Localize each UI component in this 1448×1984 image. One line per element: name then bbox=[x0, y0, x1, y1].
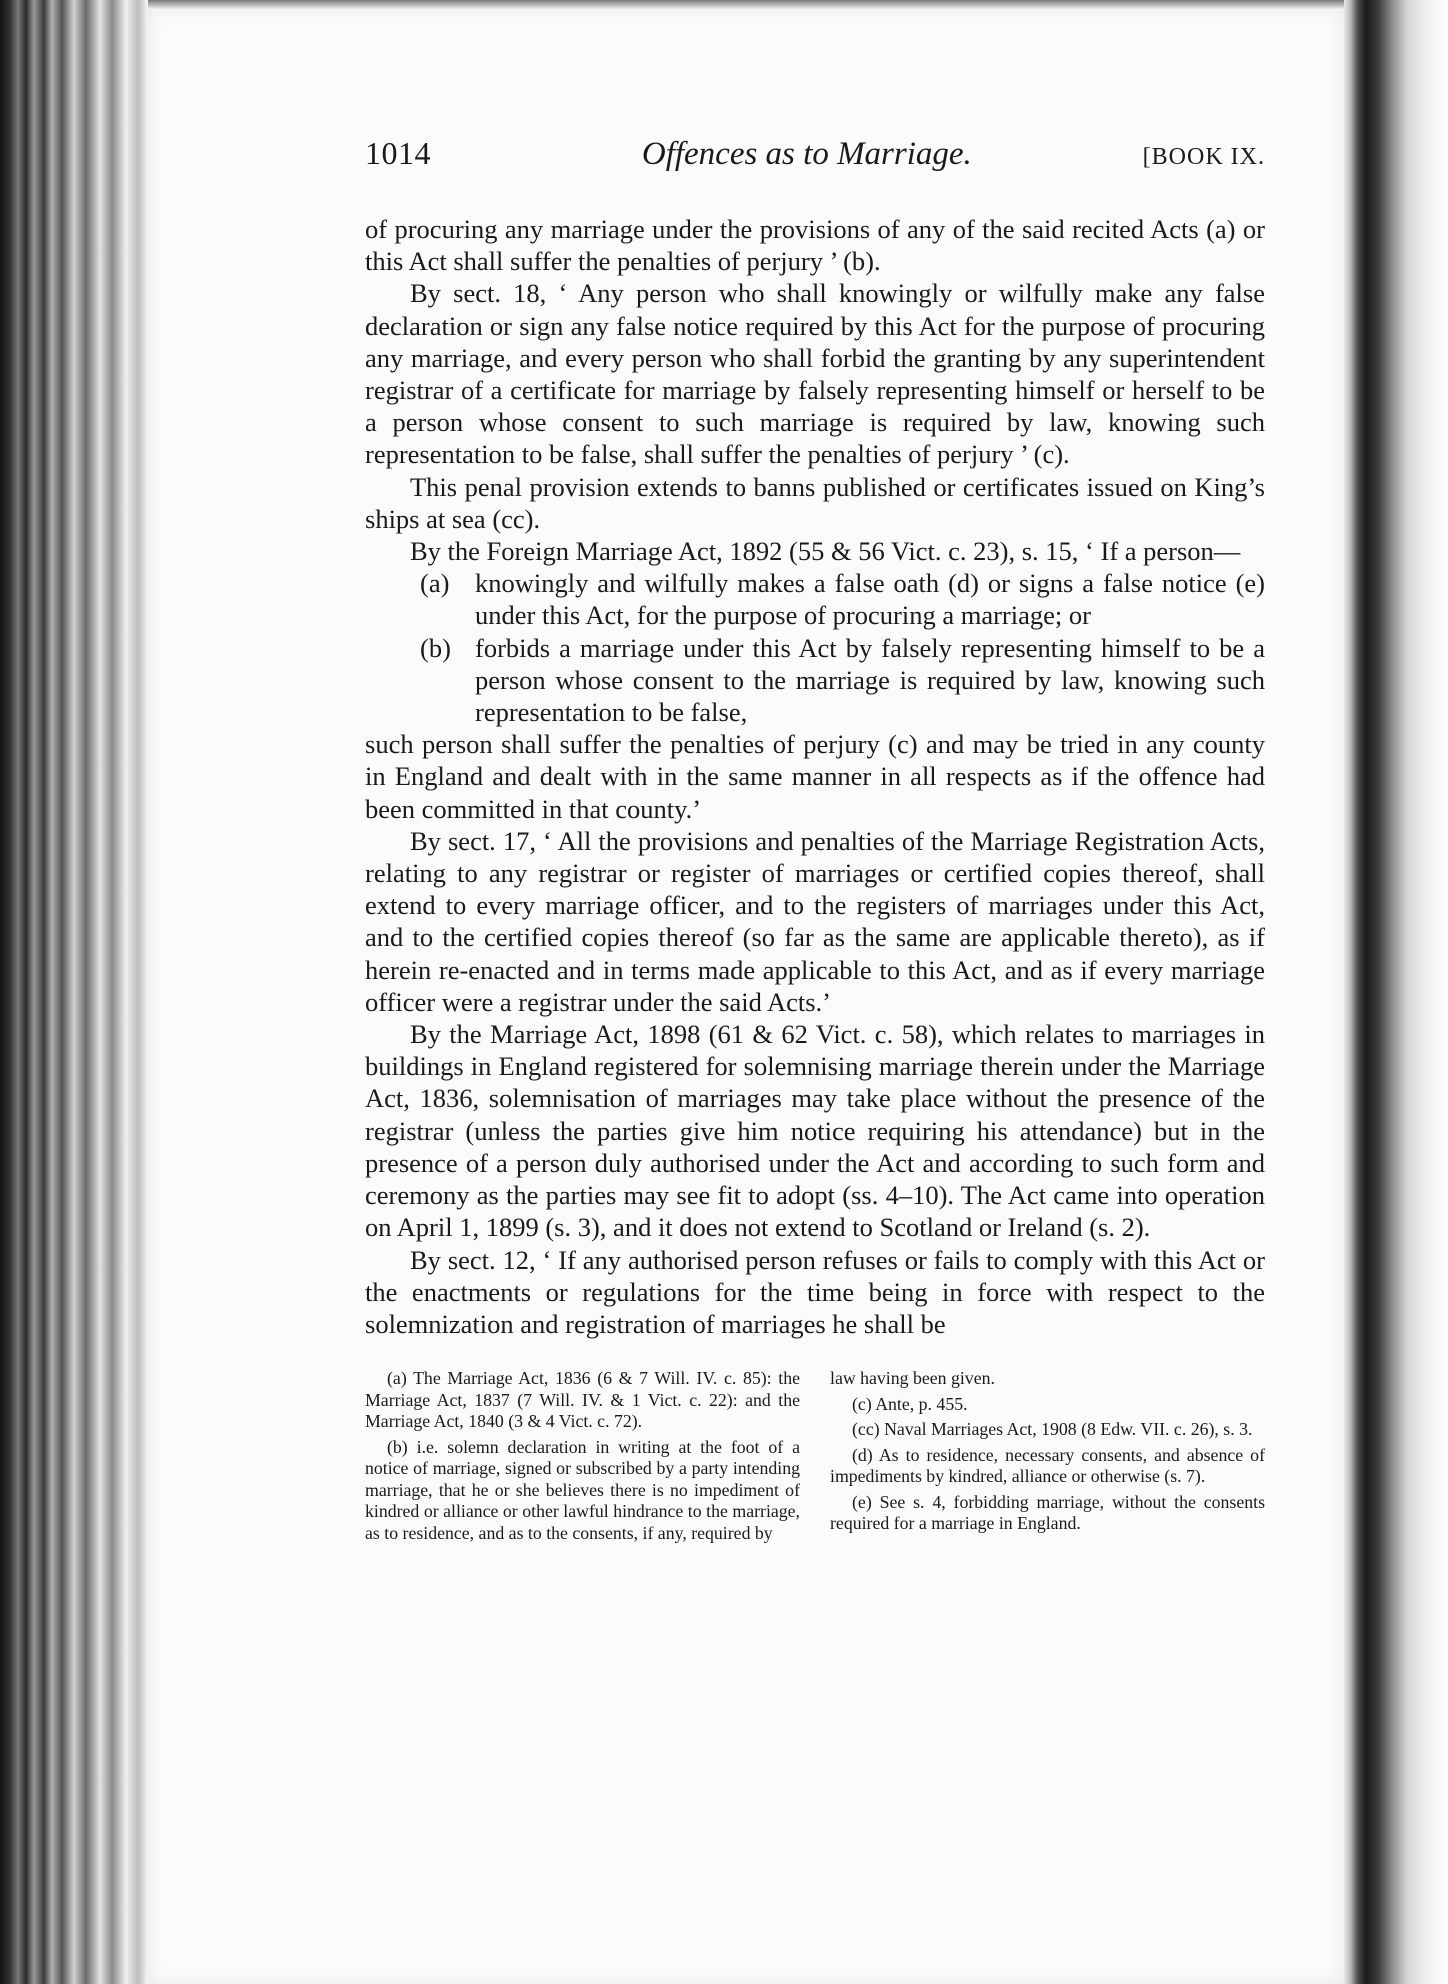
book-spine-left bbox=[0, 0, 148, 1984]
book-label: [BOOK IX. bbox=[1142, 144, 1265, 170]
page-number: 1014 bbox=[365, 135, 431, 171]
paragraph: By sect. 18, ‘ Any person who shall knowingly or wilfully make any false declaration or sign any false notice required by this Act for the purpose of procuring any marriage, and every person who shall forbid the granting by any superintendent registrar of a certificate for marriage by falsely representing himself or herself to be a person whose consent to such marriage is required by law, knowing such representation to be false, shall suffer the penalties of perjury ’ (c). bbox=[365, 278, 1265, 470]
list-item bbox=[365, 632, 1265, 729]
list-item-label: (b) bbox=[420, 632, 451, 663]
footnote-e: (e) See s. 4, forbidding marriage, without the consents required for a marriage in England. bbox=[830, 1491, 1265, 1534]
paragraph: such person shall suffer the penalties of perjury (c) and may be tried in any county in England and dealt with in the same manner in all respects as if the offence had been committed in that county.’ bbox=[365, 729, 1265, 824]
page-top-shadow bbox=[148, 0, 1344, 10]
footnote-d: (d) As to residence, necessary consents, and absence of impediments by kindred, alliance or otherwise (s. 7). bbox=[830, 1444, 1265, 1487]
page-header bbox=[365, 135, 1265, 183]
footnote-cc: (cc) Naval Marriages Act, 1908 (8 Edw. VII. c. 26), s. 3. bbox=[852, 1419, 1253, 1440]
running-title: Offences as to Marriage. bbox=[641, 136, 972, 172]
book-edge-right bbox=[1344, 0, 1448, 1984]
footnotes bbox=[365, 1368, 1265, 1548]
footnotes-left-column bbox=[365, 1368, 800, 1548]
paragraph: of procuring any marriage under the provisions of any of the said recited Acts (a) or this Act shall suffer the penalties of perjury ’ (b). bbox=[365, 214, 1265, 277]
page-content bbox=[365, 135, 1265, 1548]
paragraph: This penal provision extends to banns published or certificates issued on King’s ships at sea (cc). bbox=[365, 471, 1265, 534]
list-item-text: forbids a marriage under this Act by falsely representing himself to be a person whose consent to the marriage is required by law, knowing such representation to be false, bbox=[475, 632, 1265, 728]
paragraph: By sect. 17, ‘ All the provisions and penalties of the Marriage Registration Acts, relating to any registrar or register of marriages or certified copies thereof, shall extend to every marriage officer, and to the registers of marriages under this Act, and to the certified copies thereof (so far as the same are applicable thereto), as if herein re-enacted and in terms made applicable to this Act, and as if every marriage officer were a registrar under the said Acts.’ bbox=[365, 825, 1265, 1017]
footnote-b-continued: law having been given. bbox=[830, 1368, 995, 1389]
list-item-label: (a) bbox=[420, 568, 450, 599]
paragraph: By the Marriage Act, 1898 (61 & 62 Vict. c. 58), which relates to marriages in buildings in England registered for solemnising marriage therein under the Marriage Act, 1836, solemnisation of marriages may take place without the presence of the registrar (unless the parties give him notice requiring his attendance) but in the presence of a person duly authorised under the Act and according to such form and ceremony as the parties may see fit to adopt (ss. 4–10). The Act came into operation on April 1, 1899 (s. 3), and it does not extend to Scotland or Ireland (s. 2). bbox=[365, 1019, 1265, 1243]
list-item-text: knowingly and wilfully makes a false oath (d) or signs a false notice (e) under this Act, for the purpose of procuring a marriage; or bbox=[475, 568, 1265, 631]
footnote-a: (a) The Marriage Act, 1836 (6 & 7 Will. IV. c. 85): the Marriage Act, 1837 (7 Will. IV. & 1 Vict. c. 22): and the Marriage Act, 1840 (3 & 4 Vict. c. 72). bbox=[365, 1368, 800, 1432]
list-item bbox=[365, 567, 1265, 631]
paragraph: By the Foreign Marriage Act, 1892 (55 & 56 Vict. c. 23), s. 15, ‘ If a person— bbox=[410, 536, 1241, 567]
paragraph: By sect. 12, ‘ If any authorised person refuses or fails to comply with this Act or the enactments or regulations for the time being in force with respect to the solemnization and registration of marriages he shall be bbox=[365, 1244, 1265, 1339]
body-text bbox=[365, 213, 1265, 1340]
footnote-c: (c) Ante, p. 455. bbox=[852, 1393, 968, 1414]
footnotes-right-column bbox=[830, 1368, 1265, 1548]
footnote-b: (b) i.e. solemn declaration in writing at the foot of a notice of marriage, signed or subscribed by a party intending marriage, that he or she believes there is no impediment of kindred or alliance or other lawful hindrance to the marriage, as to residence, and as to the consents, if any, required by bbox=[365, 1436, 800, 1543]
